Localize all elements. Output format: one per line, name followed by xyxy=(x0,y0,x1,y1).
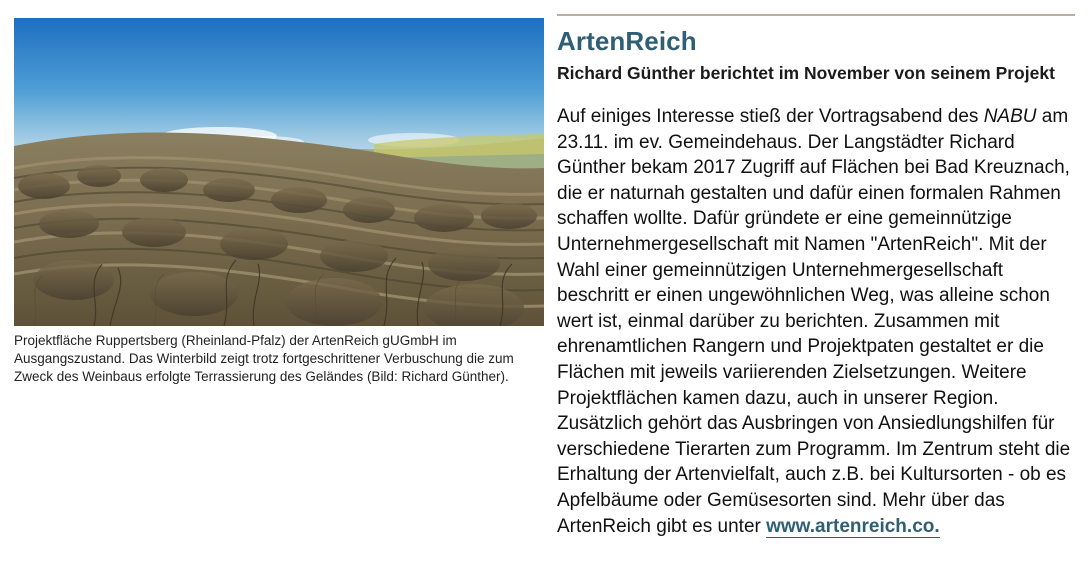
photo-illustration xyxy=(14,18,544,326)
body-text-part1: Auf einiges Interesse stieß der Vortragsabend des xyxy=(557,106,984,127)
figure-caption: Projektfläche Ruppertsberg (Rheinland-Pfalz) der ArtenReich gUGmbH im Ausgangszustand. Das Winterbild zeigt trotz fortgeschrittener Verbuschung die zum Zweck des Weinbaus erfolgte Terrassierung des Geländes (Bild: Richard Günther). xyxy=(14,333,514,384)
artenreich-website-link[interactable]: www.artenreich.co. xyxy=(766,515,940,537)
body-text-part2: am 23.11. im ev. Gemeindehaus. Der Langstädter Richard Günther bekam 2017 Zugriff auf Flächen bei Bad Kreuznach, die er naturnah gestalten und dafür einen formalen Rahmen schaffen wollte. Dafür gründete er eine gemeinnützige Unternehmergesellschaft mit Namen "ArtenReich". Mit der Wahl einer gemeinnützigen Unternehmergesellschaft beschritt er einen ungewöhnlichen Weg, was alleine schon wert ist, einmal darüber zu berichten. Zusammen mit ehrenamtlichen Rangern und Projektpaten gestaltet er die Flächen mit jeweils variierenden Zielsetzungen. Weitere Projektflächen kamen dazu, auch in unserer Region. Zusätzlich gehört das Ausbringen von Ansiedlungshilfen für verschiedene Tierarten zum Programm. Im Zentrum steht die Erhaltung der Artenvielfalt, auch z.B. bei Kultursorten - ob es Apfelbäume oder Gemüsesorten sind. Mehr über das ArtenReich gibt es unter xyxy=(557,106,1071,537)
article-body xyxy=(557,104,1075,539)
header-divider xyxy=(557,14,1075,16)
figure-column xyxy=(14,18,544,386)
body-emphasis-nabu: NABU xyxy=(983,106,1037,127)
article-column xyxy=(557,26,1075,539)
project-photo xyxy=(14,18,544,326)
article-subheading: Richard Günther berichtet im November von seinem Projekt xyxy=(557,63,1055,83)
page-title: ArtenReich xyxy=(557,26,697,56)
